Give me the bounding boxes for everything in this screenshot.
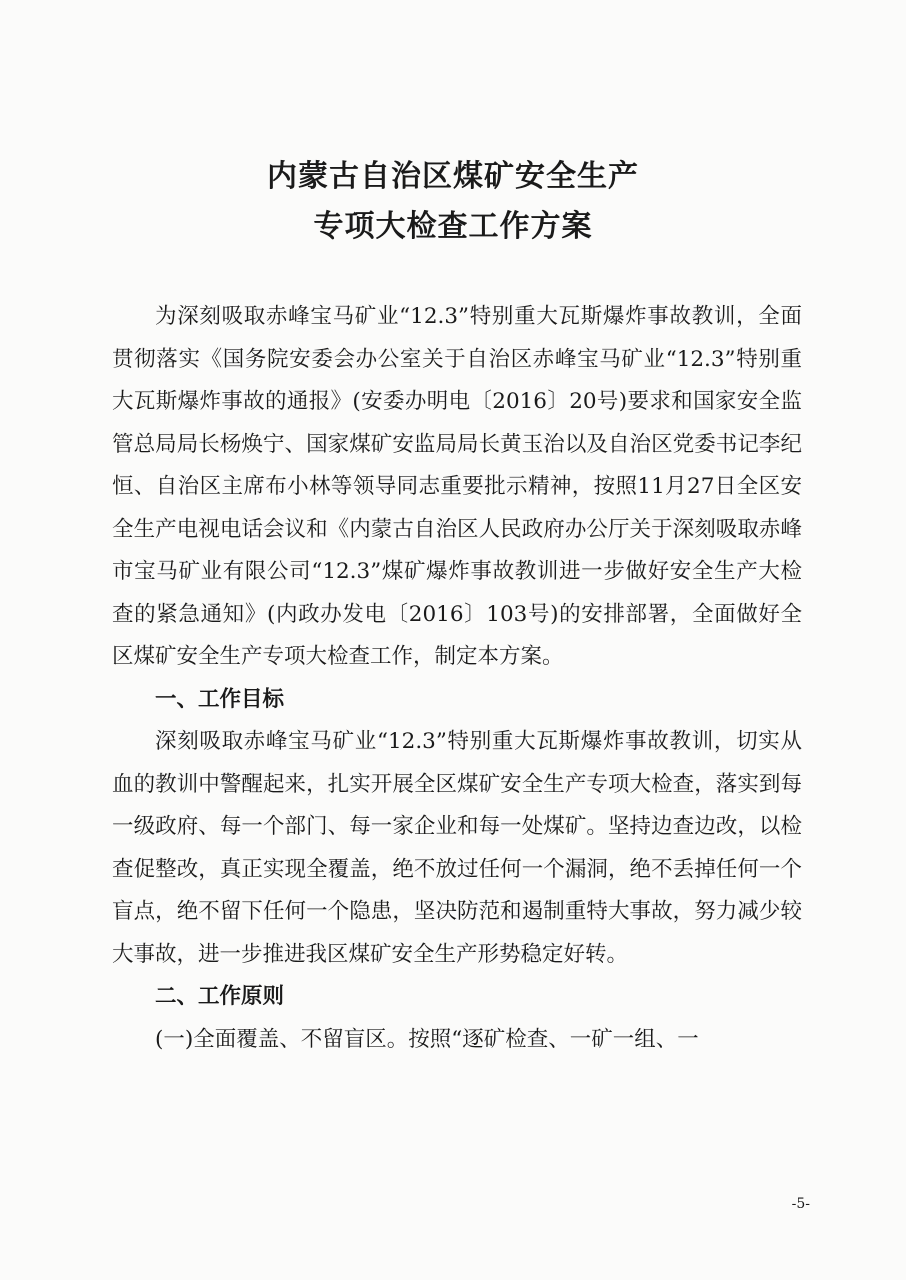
section2-item1-paragraph: (一)全面覆盖、不留盲区。按照“逐矿检查、一矿一组、一 xyxy=(155,1026,699,1052)
document-title-line1: 内蒙古自治区煤矿安全生产 xyxy=(267,159,639,194)
page-number: -5- xyxy=(791,1196,810,1212)
section1-paragraph: 深刻吸取赤峰宝马矿业“12.3”特别重大瓦斯爆炸事故教训，切实从血的教训中警醒起来，扎实开展全区煤矿安全生产专项大检查，落实到每一级政府、每一个部门、每一家企业和每一处煤矿。坚持边查边改，以检查促整改，真正实现全覆盖，绝不放过任何一个漏洞，绝不丢掉任何一个盲点，绝不留下任何一个隐患，坚决防范和遏制重特大事故，努力减少较大事故，进一步推进我区煤矿安全生产形势稳定好转。 xyxy=(112,729,802,967)
section1-heading: 一、工作目标 xyxy=(155,686,285,712)
intro-paragraph: 为深刻吸取赤峰宝马矿业“12.3”特别重大瓦斯爆炸事故教训，全面贯彻落实《国务院安委会办公室关于自治区赤峰宝马矿业“12.3”特别重大瓦斯爆炸事故的通报》(安委办明电〔2016〕20号)要求和国家安全监管总局局长杨焕宁、国家煤矿安监局局长黄玉治以及自治区党委书记李纪恒、自治区主席布小林等领导同志重要批示精神，按照11月27日全区安全生产电视电话会议和《内蒙古自治区人民政府办公厅关于深刻吸取赤峰市宝马矿业有限公司“12.3”煤矿爆炸事故教训进一步做好安全生产大检查的紧急通知》(内政办发电〔2016〕103号)的安排部署，全面做好全区煤矿安全生产专项大检查工作，制定本方案。 xyxy=(112,304,802,669)
document-title-line2: 专项大检查工作方案 xyxy=(313,209,593,244)
section2-heading: 二、工作原则 xyxy=(155,984,285,1009)
document-body xyxy=(112,296,802,1061)
